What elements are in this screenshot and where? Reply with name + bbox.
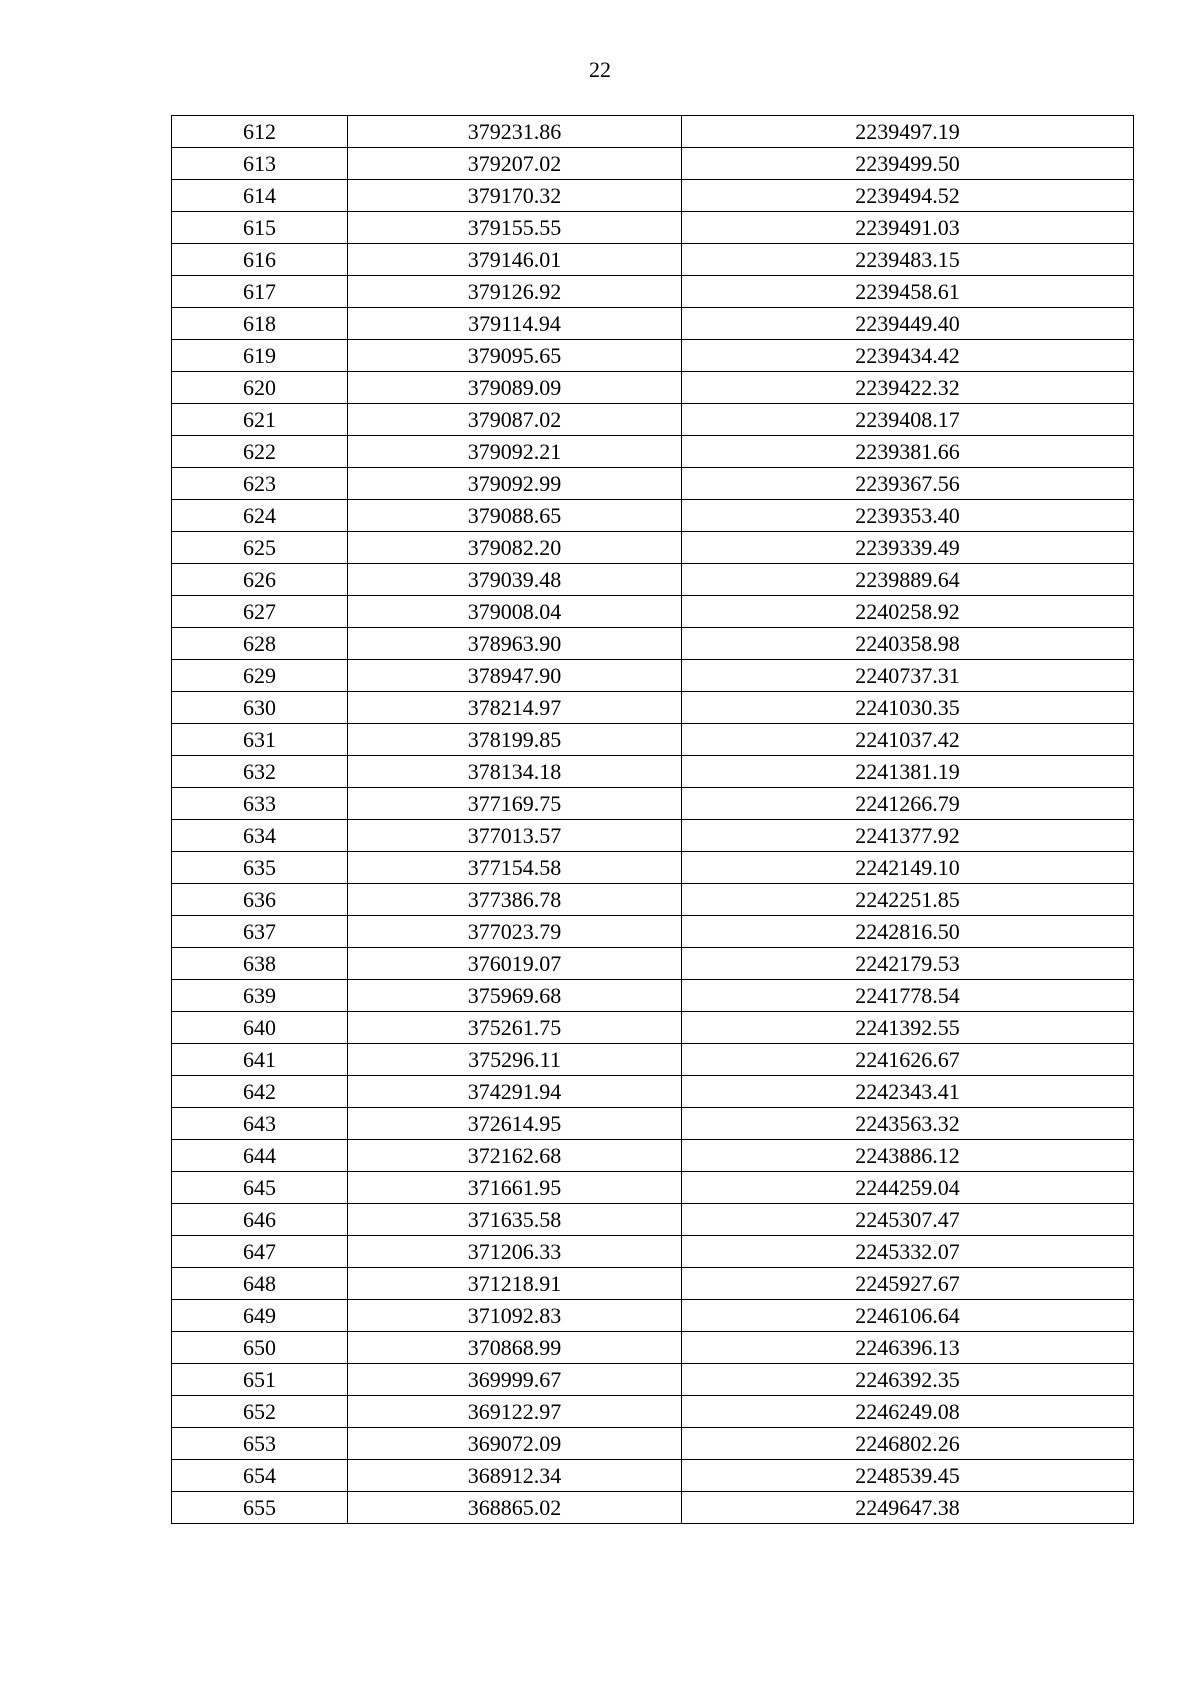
table-row (172, 212, 1134, 244)
point-number-cell: 620 (172, 372, 348, 404)
y-coordinate-cell: 2242343.41 (682, 1076, 1134, 1108)
x-coordinate-cell: 379039.48 (348, 564, 682, 596)
x-coordinate-cell: 371092.83 (348, 1300, 682, 1332)
x-coordinate-cell: 375261.75 (348, 1012, 682, 1044)
x-coordinate-cell: 377154.58 (348, 852, 682, 884)
point-number-cell: 640 (172, 1012, 348, 1044)
table-row (172, 724, 1134, 756)
y-coordinate-cell: 2241626.67 (682, 1044, 1134, 1076)
x-coordinate-cell: 369999.67 (348, 1364, 682, 1396)
table-row (172, 1076, 1134, 1108)
y-coordinate-cell: 2245927.67 (682, 1268, 1134, 1300)
table-row (172, 1364, 1134, 1396)
x-coordinate-cell: 368912.34 (348, 1460, 682, 1492)
y-coordinate-cell: 2239494.52 (682, 180, 1134, 212)
y-coordinate-cell: 2239499.50 (682, 148, 1134, 180)
table-row (172, 372, 1134, 404)
y-coordinate-cell: 2240258.92 (682, 596, 1134, 628)
table-row (172, 980, 1134, 1012)
y-coordinate-cell: 2241377.92 (682, 820, 1134, 852)
table-row (172, 276, 1134, 308)
point-number-cell: 630 (172, 692, 348, 724)
y-coordinate-cell: 2241030.35 (682, 692, 1134, 724)
table-row (172, 788, 1134, 820)
x-coordinate-cell: 377023.79 (348, 916, 682, 948)
table-row (172, 1428, 1134, 1460)
y-coordinate-cell: 2239889.64 (682, 564, 1134, 596)
x-coordinate-cell: 379087.02 (348, 404, 682, 436)
point-number-cell: 646 (172, 1204, 348, 1236)
x-coordinate-cell: 369072.09 (348, 1428, 682, 1460)
point-number-cell: 631 (172, 724, 348, 756)
table-row (172, 692, 1134, 724)
x-coordinate-cell: 379114.94 (348, 308, 682, 340)
point-number-cell: 618 (172, 308, 348, 340)
point-number-cell: 635 (172, 852, 348, 884)
x-coordinate-cell: 378947.90 (348, 660, 682, 692)
y-coordinate-cell: 2240358.98 (682, 628, 1134, 660)
point-number-cell: 616 (172, 244, 348, 276)
x-coordinate-cell: 379146.01 (348, 244, 682, 276)
table-row (172, 564, 1134, 596)
point-number-cell: 638 (172, 948, 348, 980)
table-row (172, 500, 1134, 532)
y-coordinate-cell: 2239483.15 (682, 244, 1134, 276)
x-coordinate-cell: 375296.11 (348, 1044, 682, 1076)
point-number-cell: 615 (172, 212, 348, 244)
y-coordinate-cell: 2248539.45 (682, 1460, 1134, 1492)
table-row (172, 884, 1134, 916)
point-number-cell: 649 (172, 1300, 348, 1332)
table-row (172, 1140, 1134, 1172)
point-number-cell: 653 (172, 1428, 348, 1460)
y-coordinate-cell: 2241778.54 (682, 980, 1134, 1012)
point-number-cell: 621 (172, 404, 348, 436)
coordinates-table (171, 115, 1134, 1524)
x-coordinate-cell: 377013.57 (348, 820, 682, 852)
table-row (172, 1460, 1134, 1492)
table-row (172, 148, 1134, 180)
table-row (172, 1396, 1134, 1428)
y-coordinate-cell: 2246249.08 (682, 1396, 1134, 1428)
point-number-cell: 643 (172, 1108, 348, 1140)
y-coordinate-cell: 2243886.12 (682, 1140, 1134, 1172)
x-coordinate-cell: 378963.90 (348, 628, 682, 660)
y-coordinate-cell: 2242149.10 (682, 852, 1134, 884)
table-row (172, 1268, 1134, 1300)
y-coordinate-cell: 2241266.79 (682, 788, 1134, 820)
x-coordinate-cell: 370868.99 (348, 1332, 682, 1364)
x-coordinate-cell: 379126.92 (348, 276, 682, 308)
y-coordinate-cell: 2249647.38 (682, 1492, 1134, 1524)
point-number-cell: 654 (172, 1460, 348, 1492)
y-coordinate-cell: 2241392.55 (682, 1012, 1134, 1044)
y-coordinate-cell: 2245307.47 (682, 1204, 1134, 1236)
y-coordinate-cell: 2246106.64 (682, 1300, 1134, 1332)
y-coordinate-cell: 2239491.03 (682, 212, 1134, 244)
point-number-cell: 655 (172, 1492, 348, 1524)
y-coordinate-cell: 2244259.04 (682, 1172, 1134, 1204)
x-coordinate-cell: 378199.85 (348, 724, 682, 756)
y-coordinate-cell: 2239458.61 (682, 276, 1134, 308)
x-coordinate-cell: 379092.99 (348, 468, 682, 500)
x-coordinate-cell: 377386.78 (348, 884, 682, 916)
table-row (172, 532, 1134, 564)
y-coordinate-cell: 2246392.35 (682, 1364, 1134, 1396)
page-number: 22 (589, 57, 611, 82)
table-row (172, 820, 1134, 852)
x-coordinate-cell: 376019.07 (348, 948, 682, 980)
point-number-cell: 641 (172, 1044, 348, 1076)
point-number-cell: 633 (172, 788, 348, 820)
y-coordinate-cell: 2242179.53 (682, 948, 1134, 980)
table-row (172, 1012, 1134, 1044)
y-coordinate-cell: 2239434.42 (682, 340, 1134, 372)
table-row (172, 340, 1134, 372)
table-row (172, 660, 1134, 692)
point-number-cell: 623 (172, 468, 348, 500)
y-coordinate-cell: 2242251.85 (682, 884, 1134, 916)
x-coordinate-cell: 371635.58 (348, 1204, 682, 1236)
point-number-cell: 628 (172, 628, 348, 660)
point-number-cell: 612 (172, 116, 348, 148)
y-coordinate-cell: 2239381.66 (682, 436, 1134, 468)
point-number-cell: 652 (172, 1396, 348, 1428)
y-coordinate-cell: 2241037.42 (682, 724, 1134, 756)
x-coordinate-cell: 379082.20 (348, 532, 682, 564)
table-row (172, 1236, 1134, 1268)
x-coordinate-cell: 372614.95 (348, 1108, 682, 1140)
table-row (172, 1172, 1134, 1204)
x-coordinate-cell: 379170.32 (348, 180, 682, 212)
x-coordinate-cell: 371206.33 (348, 1236, 682, 1268)
point-number-cell: 642 (172, 1076, 348, 1108)
x-coordinate-cell: 371218.91 (348, 1268, 682, 1300)
table-row (172, 852, 1134, 884)
x-coordinate-cell: 375969.68 (348, 980, 682, 1012)
table-row (172, 1044, 1134, 1076)
point-number-cell: 614 (172, 180, 348, 212)
point-number-cell: 622 (172, 436, 348, 468)
y-coordinate-cell: 2239353.40 (682, 500, 1134, 532)
y-coordinate-cell: 2239339.49 (682, 532, 1134, 564)
point-number-cell: 617 (172, 276, 348, 308)
point-number-cell: 648 (172, 1268, 348, 1300)
x-coordinate-cell: 377169.75 (348, 788, 682, 820)
x-coordinate-cell: 379231.86 (348, 116, 682, 148)
x-coordinate-cell: 379088.65 (348, 500, 682, 532)
point-number-cell: 613 (172, 148, 348, 180)
table-row (172, 1300, 1134, 1332)
table-row (172, 916, 1134, 948)
point-number-cell: 637 (172, 916, 348, 948)
point-number-cell: 624 (172, 500, 348, 532)
point-number-cell: 627 (172, 596, 348, 628)
point-number-cell: 629 (172, 660, 348, 692)
x-coordinate-cell: 374291.94 (348, 1076, 682, 1108)
table-row (172, 404, 1134, 436)
point-number-cell: 625 (172, 532, 348, 564)
x-coordinate-cell: 368865.02 (348, 1492, 682, 1524)
point-number-cell: 644 (172, 1140, 348, 1172)
x-coordinate-cell: 378134.18 (348, 756, 682, 788)
x-coordinate-cell: 379095.65 (348, 340, 682, 372)
point-number-cell: 619 (172, 340, 348, 372)
y-coordinate-cell: 2240737.31 (682, 660, 1134, 692)
y-coordinate-cell: 2239422.32 (682, 372, 1134, 404)
point-number-cell: 639 (172, 980, 348, 1012)
coordinates-table-body (172, 116, 1134, 1524)
table-row (172, 1108, 1134, 1140)
table-row (172, 180, 1134, 212)
y-coordinate-cell: 2241381.19 (682, 756, 1134, 788)
y-coordinate-cell: 2246396.13 (682, 1332, 1134, 1364)
y-coordinate-cell: 2239497.19 (682, 116, 1134, 148)
x-coordinate-cell: 379008.04 (348, 596, 682, 628)
table-row (172, 308, 1134, 340)
table-row (172, 468, 1134, 500)
point-number-cell: 647 (172, 1236, 348, 1268)
point-number-cell: 650 (172, 1332, 348, 1364)
point-number-cell: 636 (172, 884, 348, 916)
point-number-cell: 634 (172, 820, 348, 852)
table-row (172, 948, 1134, 980)
table-row (172, 1332, 1134, 1364)
table-row (172, 244, 1134, 276)
table-row (172, 1492, 1134, 1524)
table-row (172, 1204, 1134, 1236)
x-coordinate-cell: 371661.95 (348, 1172, 682, 1204)
point-number-cell: 632 (172, 756, 348, 788)
table-row (172, 116, 1134, 148)
table-row (172, 756, 1134, 788)
y-coordinate-cell: 2243563.32 (682, 1108, 1134, 1140)
table-row (172, 628, 1134, 660)
point-number-cell: 626 (172, 564, 348, 596)
x-coordinate-cell: 379089.09 (348, 372, 682, 404)
y-coordinate-cell: 2239408.17 (682, 404, 1134, 436)
table-row (172, 436, 1134, 468)
y-coordinate-cell: 2246802.26 (682, 1428, 1134, 1460)
x-coordinate-cell: 378214.97 (348, 692, 682, 724)
table-row (172, 596, 1134, 628)
point-number-cell: 651 (172, 1364, 348, 1396)
x-coordinate-cell: 379155.55 (348, 212, 682, 244)
y-coordinate-cell: 2239449.40 (682, 308, 1134, 340)
point-number-cell: 645 (172, 1172, 348, 1204)
x-coordinate-cell: 372162.68 (348, 1140, 682, 1172)
y-coordinate-cell: 2245332.07 (682, 1236, 1134, 1268)
x-coordinate-cell: 379207.02 (348, 148, 682, 180)
y-coordinate-cell: 2242816.50 (682, 916, 1134, 948)
x-coordinate-cell: 379092.21 (348, 436, 682, 468)
y-coordinate-cell: 2239367.56 (682, 468, 1134, 500)
x-coordinate-cell: 369122.97 (348, 1396, 682, 1428)
